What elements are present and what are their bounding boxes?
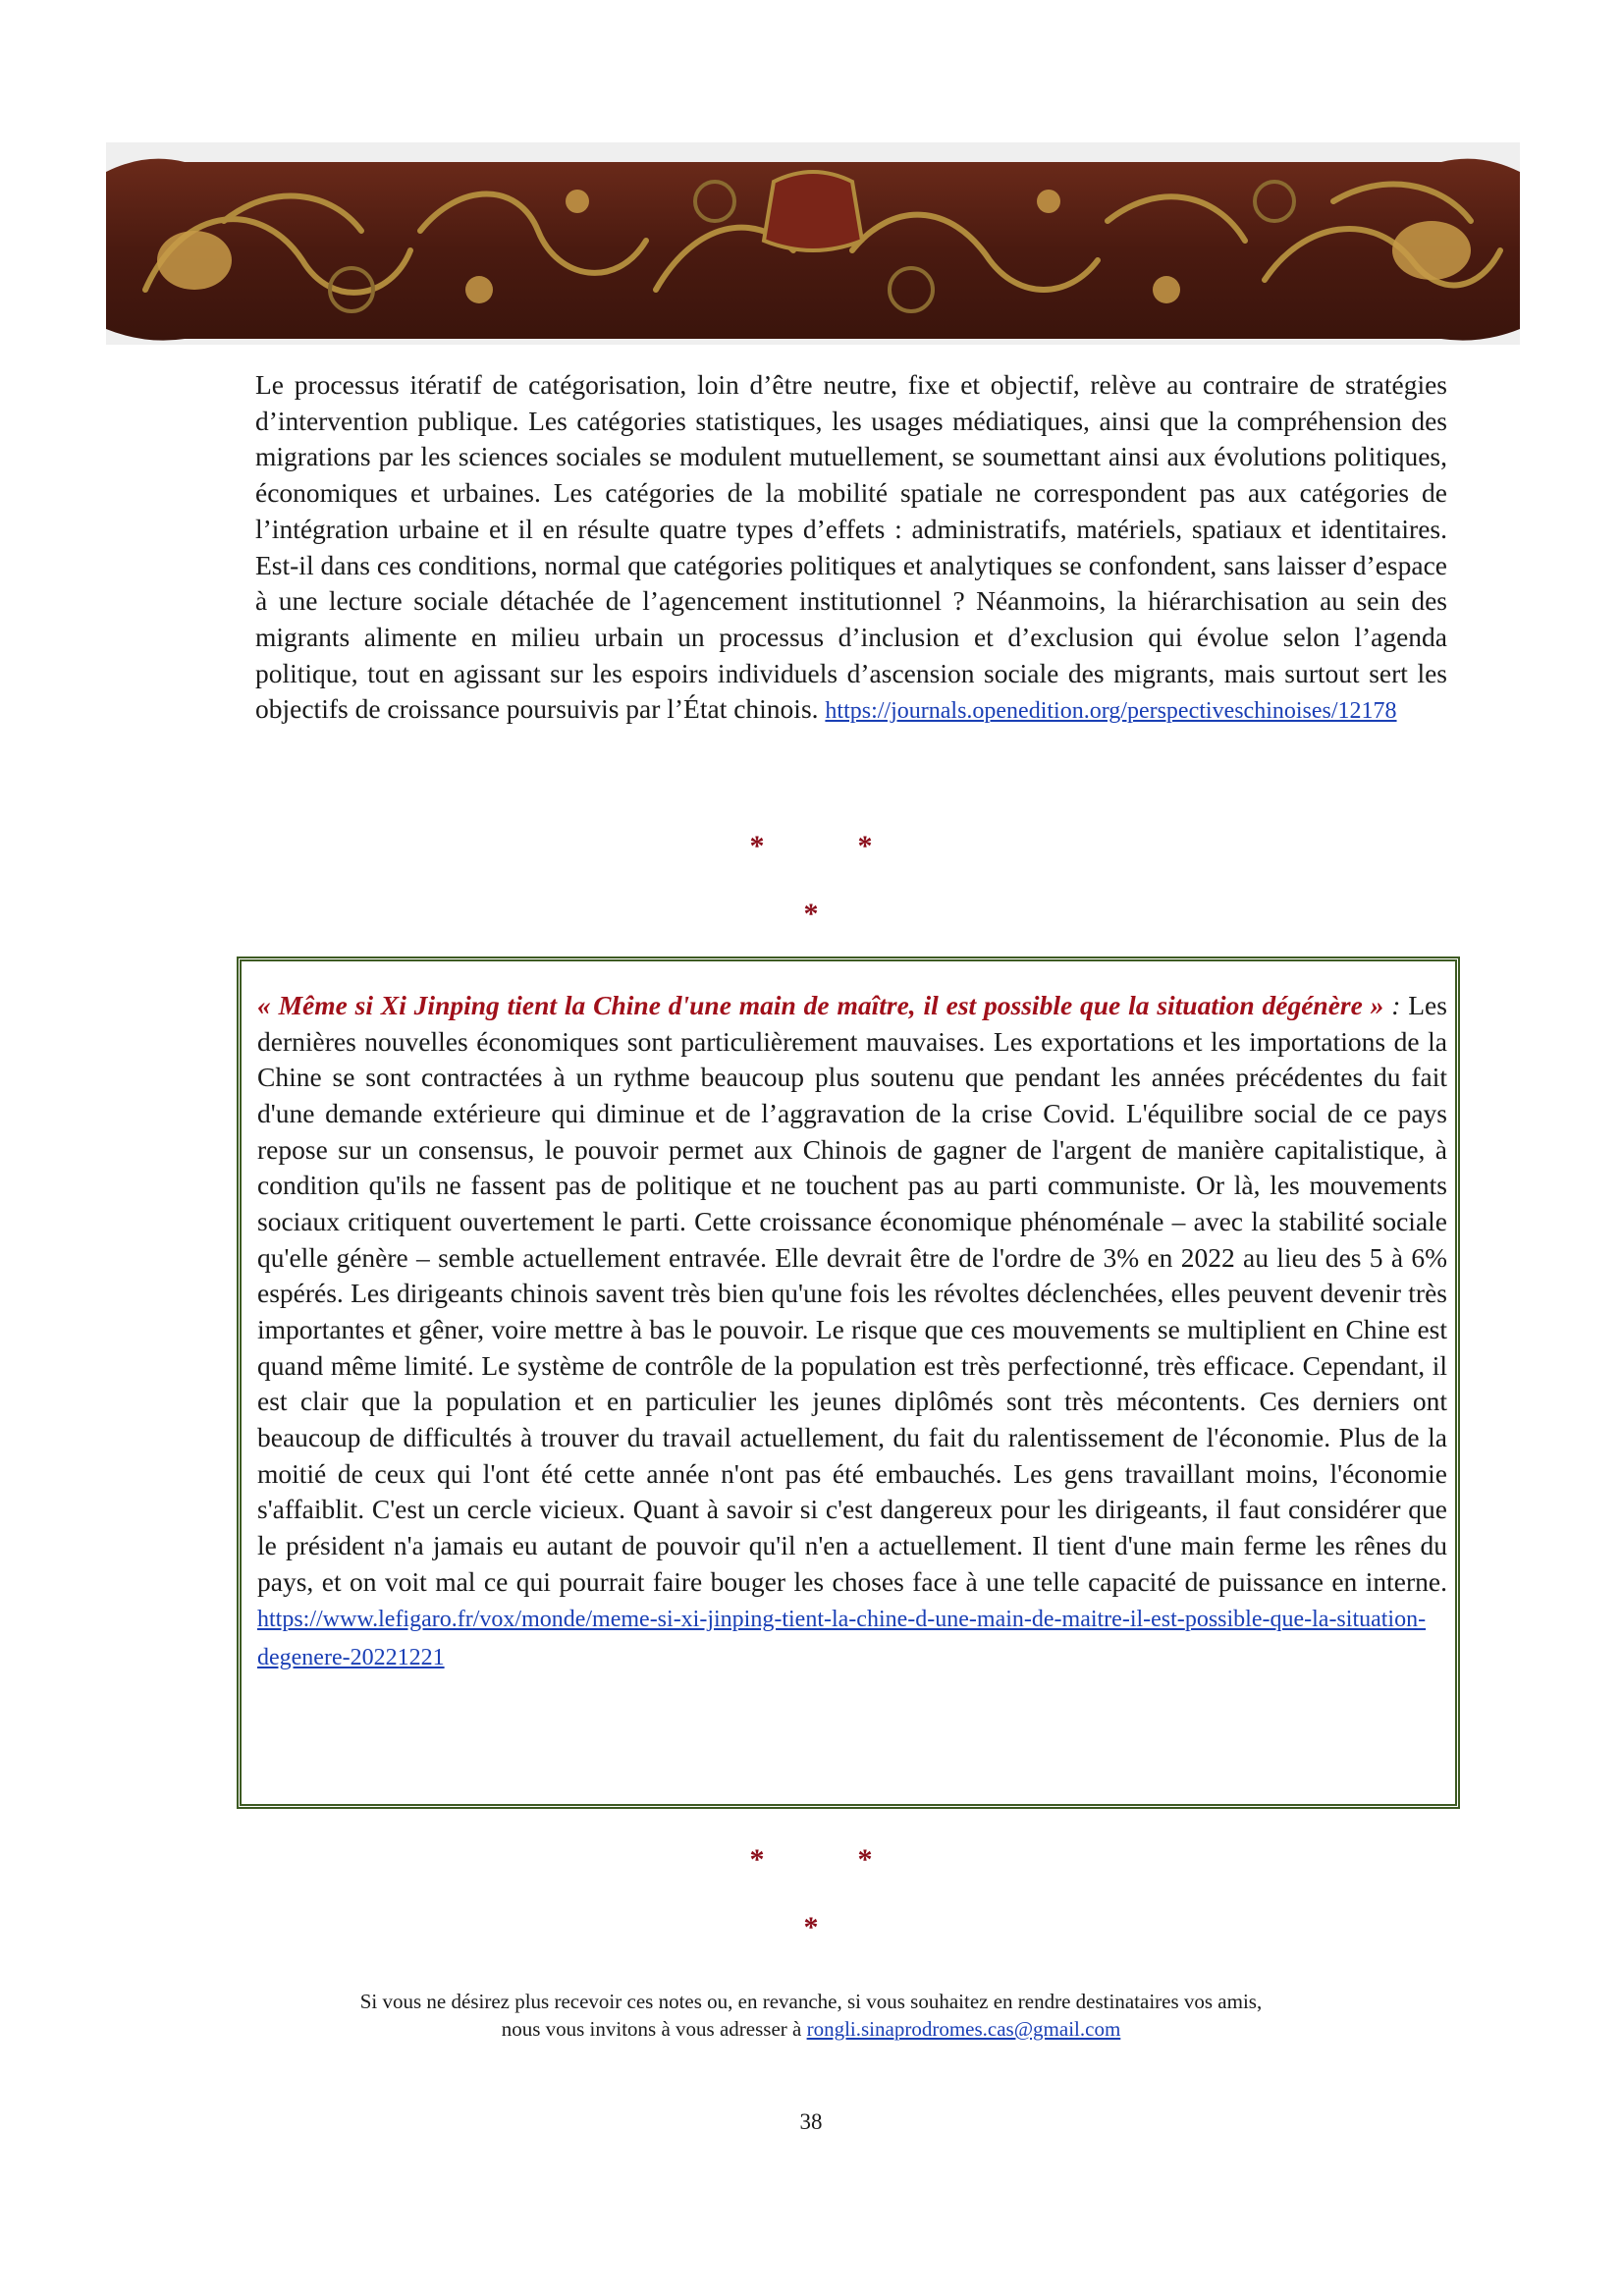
boxed-article-text: Les dernières nouvelles économiques sont particulièrement mauvaises. Les exportations et les importations de la Chine se sont contractées à un rythme beaucoup plus soutenu que pendant les années précédentes du fait d'une demande extérieure qui diminue et de l’aggravation de la crise Covid. L'équilibre social de ce pays repose sur un consensus, le pouvoir permet aux Chinois de gagner de l'argent de manière capitalistique, à condition qu'ils ne fassent pas de politique et ne touchent pas au parti communiste. Or là, les mouvements sociaux critiquent ouvertement le parti. Cette croissance économique phénoménale – avec la stabilité sociale qu'elle génère – semble actuellement entravée. Elle devrait être de l'ordre de 3% en 2022 au lieu des 5 à 6% espérés. Les dirigeants chinois savent très bien qu'une fois les révoltes déclenchées, elles peuvent devenir très importantes et gêner, voire mettre à bas le pouvoir. Le risque que ces mouvements se multiplient en Chine est quand même limité. Le système de contrôle de la population est très perfectionné, très efficace. Cependant, il est clair que la population et en particulier les jeunes diplômés sont très mécontents. Ces derniers ont beaucoup de difficultés à trouver du travail actuellement, du fait du ralentissement de l'économie. Plus de la moitié de ceux qui l'ont été cette année n'ont pas été embauchés. Les gens travaillant moins, l'économie s'affaiblit. C'est un cercle vicieux. Quant à savoir si c'est dangereux pour les dirigeants, il faut considérer que le président n'a jamais eu autant de pouvoir qu'il n'en a actuellement. Il tient d'une main ferme les rênes du pays, et on voit mal ce qui pourrait faire bouger les choses face à une telle capacité de puissance en interne. <box>257 990 1447 1597</box>
boxed-article-colon: : <box>1383 990 1401 1020</box>
footer-email-link[interactable]: rongli.sinaprodromes.cas@gmail.com <box>806 2017 1121 2041</box>
separator-star: * <box>803 898 819 930</box>
footer-line-2 <box>0 2015 1622 2043</box>
article-paragraph <box>255 367 1447 730</box>
boxed-article <box>257 988 1447 1675</box>
separator-star: * <box>857 1843 873 1876</box>
footer-line-1: Si vous ne désirez plus recevoir ces notes ou, en revanche, si vous souhaitez en rendre destinataires vos amis, <box>359 1990 1263 2013</box>
boxed-article-link-line2: possible-que-la-situation-degenere-20221221 <box>257 1607 1427 1670</box>
separator-star: * <box>749 1843 765 1876</box>
separator-star: * <box>749 830 765 862</box>
separator-stars-row <box>0 1845 1622 1875</box>
separator-star-center <box>0 1913 1622 1942</box>
boxed-article-link-line1: https://www.lefigaro.fr/vox/monde/meme-si-xi-jinping-tient-la-chine-d-une-main-de-maitre-il-est- <box>257 1607 1185 1633</box>
separator-star: * <box>857 830 873 862</box>
article-text: Le processus itératif de catégorisation, loin d’être neutre, fixe et objectif, relève au contraire de stratégies d’intervention publique. Les catégories statistiques, les usages médiatiques, ainsi que la compréhension des migrations par les sciences sociales se modulent mutuellement, se soumettant ainsi aux évolutions politiques, économiques et urbaines. Les catégories de la mobilité spatiale ne correspondent pas aux catégories de l’intégration urbaine et il en résulte quatre types d’effets : administratifs, matériels, spatiaux et identitaires. Est-il dans ces conditions, normal que catégories politiques et analytiques se confondent, sans laisser d’espace à une lecture sociale détachée de l’agencement institutionnel ? Néanmoins, la hiérarchisation au sein des migrants alimente en milieu urbain un processus d’inclusion et d’exclusion qui évolue selon l’agenda politique, tout en agissant sur les espoirs individuels d’ascension sociale des migrants, mais surtout sert les objectifs de croissance poursuivis par l’État chinois. <box>255 369 1447 725</box>
separator-star: * <box>803 1911 819 1943</box>
boxed-article-source-link[interactable] <box>257 1607 1426 1670</box>
carved-frieze-icon <box>106 142 1520 345</box>
separator-star-center <box>0 900 1622 929</box>
separator-stars-row <box>0 832 1622 861</box>
carved-frieze-banner <box>106 142 1520 345</box>
article-source-link[interactable]: https://journals.openedition.org/perspectiveschinoises/12178 <box>825 698 1397 725</box>
footer-note <box>0 1988 1622 2043</box>
page-number: 38 <box>799 2109 823 2134</box>
footer-line-2-prefix: nous vous invitons à vous adresser à <box>501 2017 807 2041</box>
boxed-article-title: « Même si Xi Jinping tient la Chine d'une main de maître, il est possible que la situation dégénère » <box>257 990 1384 1020</box>
